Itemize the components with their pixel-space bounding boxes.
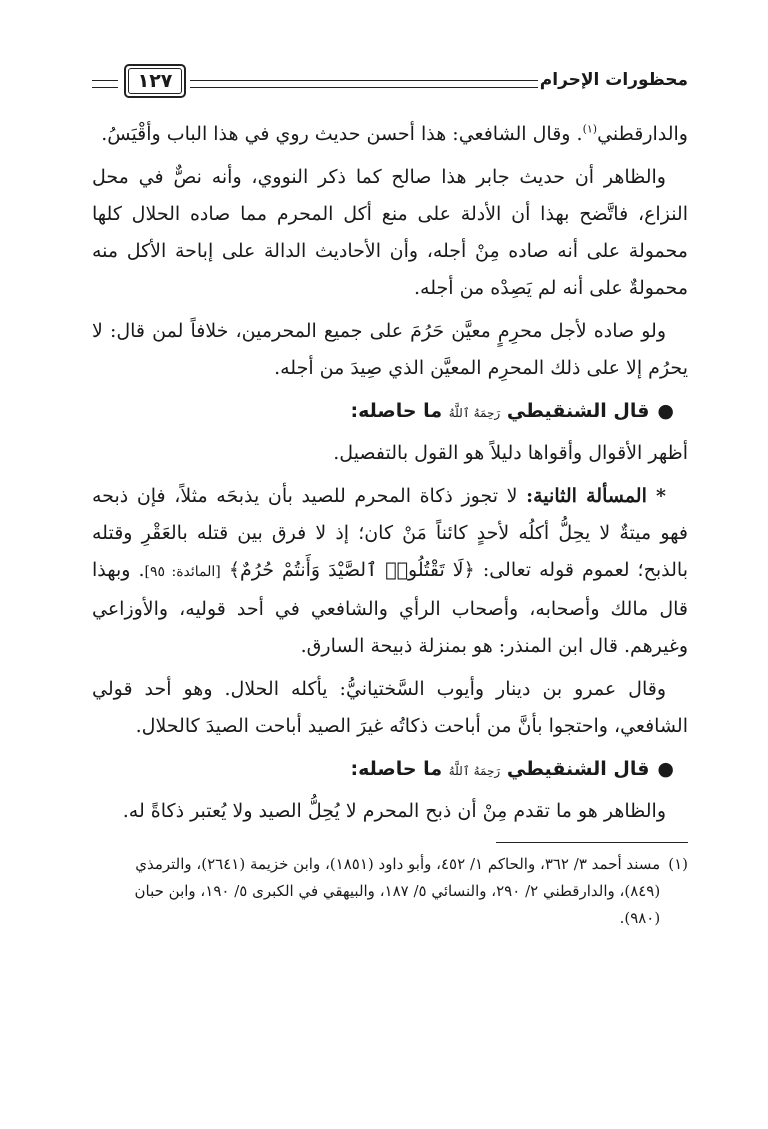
paragraph-1-end: . وقال الشافعي: هذا أحسن حديث روي في هذا الباب وأقْيَسُ. [101, 123, 583, 145]
paragraph-1 [92, 116, 688, 153]
bullet-icon: ● [657, 758, 674, 780]
heading-1-text: قال الشنقيطي [506, 400, 650, 422]
honorific: رَحِمَهُ ٱللَّهُ [448, 406, 501, 420]
paragraph-2: والظاهر أن حديث جابر هذا صالح كما ذكر النووي، وأنه نصٌّ في محل النزاع، فاتَّضح بهذا أن الأدلة على منع أكل المحرم مما صاده الحلال كلها محمولة على أنه صاده مِنْ أجله، وأن الأحاديث الدالة على إباحة الأكل منه محمولةٌ على أنه لم يَصِدْه من أجله. [92, 166, 688, 299]
heading-2-tail: ما حاصله: [350, 758, 443, 780]
honorific: رَحِمَهُ ٱللَّهُ [448, 764, 501, 778]
verse-reference: [المائدة: ٩٥] [144, 564, 221, 580]
bullet-icon: ● [657, 400, 674, 422]
paragraph-5 [92, 478, 688, 665]
footnote-number: (١) [668, 855, 688, 873]
page-number: ١٢٧ [128, 68, 182, 94]
page-body [92, 116, 688, 932]
header-rule-right [190, 80, 538, 88]
page-header [92, 58, 688, 106]
paragraph-6: وقال عمرو بن دينار وأيوب السَّختيانيُّ: يأكله الحلال. وهو أحد قولي الشافعي، واحتجوا بأنَّ من أباحت ذكاتُه غيرَ الصيد أباحت الصيدَ كالحلال. [92, 678, 688, 737]
paragraph-5-tail: . وبهذا قال مالك وأصحابه، وأصحاب الرأي والشافعي في أحد قوليه، والأوزاعي وغيرهم. قال ابن المنذر: هو بمنزلة ذبيحة السارق. [92, 559, 688, 657]
book-page [92, 58, 688, 932]
footnote-reference: (١) [582, 122, 598, 136]
quran-verse: ﴿لَا تَقْتُلُوا۟ ٱلصَّيْدَ وَأَنتُمْ حُرُمٌ﴾ [228, 559, 475, 581]
paragraph-4: أظهر الأقوال وأقواها دليلاً هو القول بالتفصيل. [333, 442, 688, 464]
paragraph-1-start: والدارقطني [597, 123, 688, 145]
header-rule-left [92, 80, 118, 88]
footnote [92, 851, 688, 932]
footnote-text: مسند أحمد ٣/ ٣٦٢، والحاكم ١/ ٤٥٢، وأبو داود (١٨٥١)، وابن خزيمة (٢٦٤١)، والترمذي (٨٤٩)، والدارقطني ٢/ ٢٩٠، والنسائي ٥/ ١٨٧، والبيهقي في الكبرى ٥/ ١٩٠، وابن حبان (٩٨٠). [134, 855, 661, 927]
running-title: محظورات الإحرام [539, 70, 688, 90]
heading-1-tail: ما حاصله: [350, 400, 443, 422]
paragraph-7: والظاهر هو ما تقدم مِنْ أن ذبح المحرم لا يُحِلُّ الصيد ولا يُعتبر ذكاةً له. [122, 800, 666, 822]
paragraph-5-text: لا تجوز ذكاة المحرم للصيد بأن يذبحَه مثلاً، فإن ذبحه فهو ميتةٌ لا يحِلُّ أكلُه لأحدٍ كائناً مَنْ كان؛ إذ لا فرق بين قتله بالعَقْرِ وقتله بالذبح؛ لعموم قوله تعالى: [92, 485, 688, 581]
section-heading-2 [92, 751, 688, 789]
page-number-frame [124, 64, 186, 98]
section-heading-1 [92, 393, 688, 431]
paragraph-3: ولو صاده لأجل محرِمٍ معيَّن حَرُمَ على جميع المحرمين، خلافاً لمن قال: لا يحرُم إلا على ذلك المحرِم المعيَّن الذي صِيدَ من أجله. [92, 320, 688, 379]
issue-label: * المسألة الثانية: [526, 485, 666, 507]
heading-2-text: قال الشنقيطي [506, 758, 650, 780]
footnote-divider [496, 842, 688, 843]
